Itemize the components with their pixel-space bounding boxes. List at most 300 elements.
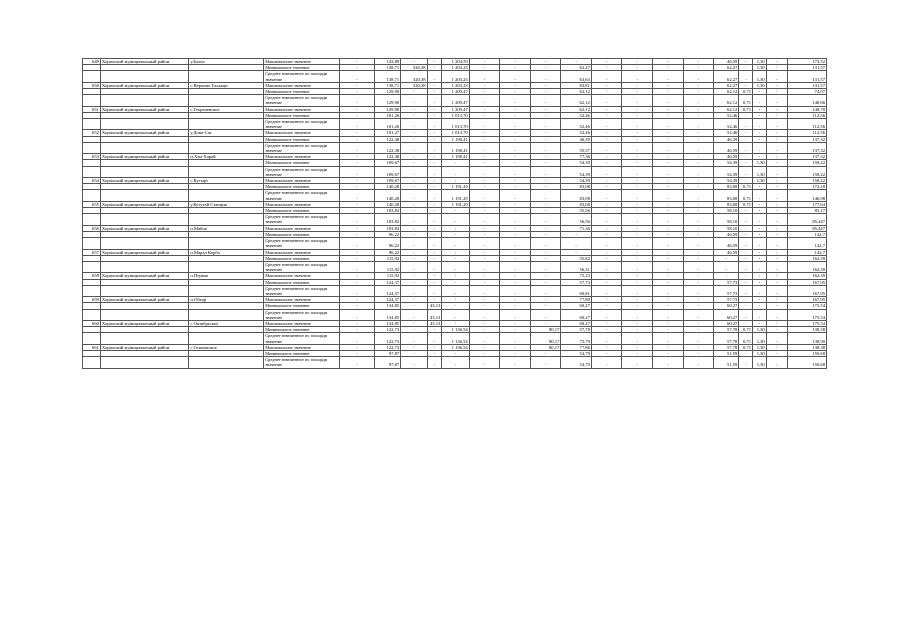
value-cell: 1 136,54 <box>442 327 469 333</box>
value-cell: 175,54 <box>787 320 826 326</box>
value-cell: - <box>340 261 375 272</box>
value-cell: - <box>739 309 753 320</box>
value-cell: - <box>683 249 714 255</box>
value-cell: - <box>766 357 787 368</box>
value-cell: - <box>401 142 427 153</box>
value-type-label: Минимальное значение <box>264 303 340 309</box>
value-cell: - <box>401 279 427 285</box>
value-cell: - <box>401 112 427 118</box>
value-cell: - <box>469 261 500 272</box>
value-cell: - <box>591 231 622 237</box>
district-name <box>100 238 189 249</box>
settlement-name: с.Кутырт <box>189 178 264 184</box>
value-cell: - <box>340 309 375 320</box>
value-cell: 51,59 <box>714 350 739 356</box>
value-cell: - <box>591 357 622 368</box>
value-cell: 54,39 <box>561 166 592 177</box>
value-cell: 60,27 <box>561 303 592 309</box>
value-cell: - <box>469 225 500 231</box>
value-cell: 57,78 <box>714 344 739 350</box>
value-cell: - <box>530 201 561 207</box>
value-cell: 162,39 <box>787 273 826 279</box>
value-cell: - <box>500 160 531 166</box>
value-cell: - <box>591 166 622 177</box>
value-cell: 62,27 <box>714 65 739 71</box>
value-cell: - <box>652 261 683 272</box>
district-name <box>100 95 189 106</box>
value-cell: - <box>442 279 469 285</box>
value-cell: - <box>714 273 739 279</box>
value-cell: - <box>442 255 469 261</box>
value-cell: 77,80 <box>561 297 592 303</box>
value-cell: - <box>469 201 500 207</box>
value-type-label: Максимальное значение <box>264 178 340 184</box>
value-cell: - <box>427 154 442 160</box>
value-cell: - <box>530 249 561 255</box>
value-cell: - <box>500 89 531 95</box>
value-cell: 142,7 <box>787 249 826 255</box>
value-cell: - <box>500 178 531 184</box>
value-cell: 138,38 <box>787 344 826 350</box>
value-cell: 62,12 <box>561 89 592 95</box>
value-type-label: Среднее взвешенное по площади значение <box>264 190 340 201</box>
value-cell: - <box>427 119 442 130</box>
value-cell: 1,30 <box>753 344 767 350</box>
value-cell: - <box>530 357 561 368</box>
settlement-name: у.Доко-Сат <box>189 130 264 136</box>
value-cell: - <box>500 71 531 82</box>
value-cell: - <box>766 71 787 82</box>
value-cell: - <box>622 190 653 201</box>
value-cell: - <box>622 333 653 344</box>
value-cell: - <box>766 333 787 344</box>
value-cell: - <box>766 261 787 272</box>
value-cell: - <box>500 154 531 160</box>
value-cell: 62,12 <box>561 95 592 106</box>
value-cell: - <box>683 279 714 285</box>
value-cell: - <box>500 297 531 303</box>
value-cell: 46,59 <box>714 231 739 237</box>
value-cell: - <box>469 320 500 326</box>
value-cell: - <box>442 208 469 214</box>
value-cell: 1 013,70 <box>442 112 469 118</box>
value-cell: - <box>714 255 739 261</box>
value-cell: - <box>739 238 753 249</box>
value-cell: - <box>753 142 767 153</box>
district-name: Хорихский муниципальный район <box>100 297 189 303</box>
value-cell: - <box>442 357 469 368</box>
value-cell: - <box>652 201 683 207</box>
value-cell: - <box>340 214 375 225</box>
value-cell: - <box>591 154 622 160</box>
value-cell: - <box>753 255 767 261</box>
value-type-label: Минимальное значение <box>264 65 340 71</box>
value-cell: - <box>652 273 683 279</box>
value-cell: 1 209,47 <box>442 95 469 106</box>
value-cell: - <box>427 136 442 142</box>
value-cell: 140,28 <box>374 184 400 190</box>
value-cell: 150,68 <box>787 350 826 356</box>
value-cell: 122,73 <box>374 327 400 333</box>
value-cell: - <box>469 136 500 142</box>
value-cell: - <box>340 225 375 231</box>
value-cell: - <box>442 166 469 177</box>
value-cell: 57,73 <box>714 279 739 285</box>
value-cell: - <box>469 238 500 249</box>
value-cell: - <box>500 142 531 153</box>
value-cell: 62,12 <box>714 89 739 95</box>
row-number <box>83 71 101 82</box>
value-cell: - <box>530 166 561 177</box>
value-cell: - <box>500 201 531 207</box>
value-cell: 75,79 <box>561 333 592 344</box>
value-cell: - <box>652 65 683 71</box>
value-cell: - <box>622 65 653 71</box>
value-cell: 62,12 <box>714 95 739 106</box>
value-type-label: Максимальное значение <box>264 154 340 160</box>
value-cell: 97,87 <box>374 350 400 356</box>
value-cell: - <box>766 89 787 95</box>
value-cell: - <box>766 142 787 153</box>
value-cell: 101,27 <box>374 130 400 136</box>
district-name: Хорихский муниципальный район <box>100 154 189 160</box>
value-cell: - <box>340 344 375 350</box>
value-cell: 96,22 <box>374 238 400 249</box>
value-cell: 60,27 <box>714 309 739 320</box>
value-cell: - <box>469 333 500 344</box>
value-cell: - <box>683 166 714 177</box>
value-cell: - <box>401 89 427 95</box>
value-cell: - <box>530 71 561 82</box>
value-type-label: Среднее взвешенное по площади значение <box>264 261 340 272</box>
value-cell: 0,71 <box>739 333 753 344</box>
value-cell: - <box>591 279 622 285</box>
value-cell: - <box>683 178 714 184</box>
row-number <box>83 333 101 344</box>
value-cell: 54,39 <box>714 160 739 166</box>
value-cell: - <box>591 225 622 231</box>
value-cell: - <box>469 255 500 261</box>
table-row <box>83 95 827 106</box>
value-cell: - <box>530 142 561 153</box>
value-cell: 148,78 <box>787 106 826 112</box>
settlement-name <box>189 309 264 320</box>
value-cell: - <box>622 350 653 356</box>
value-cell: 134,85 <box>374 303 400 309</box>
value-cell: - <box>500 184 531 190</box>
value-cell: - <box>622 201 653 207</box>
value-cell: - <box>753 208 767 214</box>
value-cell: - <box>622 297 653 303</box>
value-cell: - <box>739 225 753 231</box>
value-cell: - <box>500 119 531 130</box>
value-cell: - <box>652 297 683 303</box>
value-cell: - <box>340 279 375 285</box>
value-cell: 131,57 <box>787 82 826 88</box>
value-cell: - <box>469 303 500 309</box>
value-cell: 158,22 <box>787 166 826 177</box>
value-cell: - <box>591 178 622 184</box>
value-cell: - <box>500 249 531 255</box>
value-cell: - <box>442 261 469 272</box>
value-cell: 172,18 <box>787 184 826 190</box>
value-cell: - <box>427 130 442 136</box>
value-cell: - <box>469 71 500 82</box>
value-type-label: Среднее взвешенное по площади значение <box>264 71 340 82</box>
value-cell: - <box>530 184 561 190</box>
value-cell: - <box>427 166 442 177</box>
value-cell: - <box>500 95 531 106</box>
value-cell: - <box>469 285 500 296</box>
value-type-label: Среднее взвешенное по площади значение <box>264 285 340 296</box>
value-cell: - <box>622 255 653 261</box>
value-cell: - <box>401 350 427 356</box>
value-cell: - <box>739 71 753 82</box>
value-cell: - <box>340 154 375 160</box>
value-cell: 320,38 <box>401 82 427 88</box>
value-cell: 175,54 <box>787 309 826 320</box>
value-cell: - <box>340 59 375 65</box>
value-cell: 1 198,41 <box>442 154 469 160</box>
value-cell: - <box>766 65 787 71</box>
value-cell: - <box>591 71 622 82</box>
value-cell: - <box>739 261 753 272</box>
value-cell: - <box>340 273 375 279</box>
value-cell: - <box>469 309 500 320</box>
value-cell: 124,37 <box>374 279 400 285</box>
value-cell: - <box>683 297 714 303</box>
value-cell: 62,27 <box>561 65 592 71</box>
value-cell: - <box>622 119 653 130</box>
value-cell: - <box>340 65 375 71</box>
value-cell: - <box>500 214 531 225</box>
value-cell: - <box>530 225 561 231</box>
value-cell: - <box>766 255 787 261</box>
value-cell: 167,95 <box>787 297 826 303</box>
district-name <box>100 333 189 344</box>
value-cell: 1 191,29 <box>442 184 469 190</box>
value-cell: - <box>442 225 469 231</box>
value-cell: - <box>766 95 787 106</box>
value-cell: - <box>469 214 500 225</box>
value-cell: - <box>591 249 622 255</box>
value-cell: - <box>340 89 375 95</box>
value-cell: - <box>591 190 622 201</box>
value-cell: 1 136,54 <box>442 344 469 350</box>
value-type-label: Среднее взвешенное по площади значение <box>264 357 340 368</box>
value-cell: - <box>401 95 427 106</box>
value-cell: 177,64 <box>787 201 826 207</box>
value-cell: - <box>500 273 531 279</box>
value-cell: 1 203,23 <box>442 82 469 88</box>
value-cell: - <box>427 142 442 153</box>
value-cell: - <box>401 333 427 344</box>
value-cell: - <box>753 106 767 112</box>
value-cell: 112,56 <box>787 130 826 136</box>
value-cell: - <box>652 130 683 136</box>
value-cell: - <box>739 136 753 142</box>
table-row <box>83 142 827 153</box>
value-cell: - <box>401 59 427 65</box>
value-cell: 52,46 <box>714 119 739 130</box>
value-cell: 122,38 <box>374 136 400 142</box>
value-cell: - <box>622 238 653 249</box>
value-cell: - <box>683 303 714 309</box>
value-cell: - <box>427 327 442 333</box>
value-type-label: Максимальное значение <box>264 320 340 326</box>
value-cell: - <box>469 160 500 166</box>
value-cell: - <box>427 89 442 95</box>
value-cell: - <box>469 106 500 112</box>
value-cell: - <box>622 303 653 309</box>
value-cell: - <box>652 333 683 344</box>
settlement-name <box>189 142 264 153</box>
value-cell: 97,87 <box>374 357 400 368</box>
value-cell: 142,7 <box>787 238 826 249</box>
value-cell: - <box>766 344 787 350</box>
value-cell: - <box>753 285 767 296</box>
row-number: 650 <box>83 82 101 88</box>
value-cell: - <box>340 95 375 106</box>
value-cell: - <box>469 142 500 153</box>
value-cell: - <box>766 303 787 309</box>
value-cell: - <box>427 285 442 296</box>
value-cell: - <box>739 65 753 71</box>
value-cell: 137,32 <box>787 136 826 142</box>
value-cell: - <box>753 201 767 207</box>
value-cell: - <box>340 166 375 177</box>
value-cell: 57,78 <box>714 333 739 344</box>
value-cell: - <box>530 130 561 136</box>
value-cell: 54,79 <box>561 357 592 368</box>
value-cell: - <box>340 106 375 112</box>
settlement-name: п.Майло <box>189 225 264 231</box>
value-cell: 103,82 <box>374 208 400 214</box>
value-cell: - <box>469 350 500 356</box>
row-number <box>83 285 101 296</box>
value-cell: 77,36 <box>561 154 592 160</box>
row-number <box>83 261 101 272</box>
value-cell: - <box>652 106 683 112</box>
value-cell: 0,71 <box>739 344 753 350</box>
value-cell: - <box>683 89 714 95</box>
value-cell: 131,57 <box>787 65 826 71</box>
table-row <box>83 190 827 201</box>
value-cell: - <box>530 112 561 118</box>
value-cell: - <box>500 303 531 309</box>
value-cell: - <box>500 208 531 214</box>
value-cell: - <box>500 190 531 201</box>
value-cell: - <box>469 89 500 95</box>
value-cell: 74,07 <box>787 89 826 95</box>
value-cell: - <box>427 59 442 65</box>
value-cell: - <box>591 130 622 136</box>
value-cell: - <box>714 261 739 272</box>
table-row <box>83 285 827 296</box>
value-cell: - <box>683 112 714 118</box>
value-cell: - <box>442 285 469 296</box>
value-cell: - <box>739 214 753 225</box>
value-cell: 52,46 <box>561 130 592 136</box>
row-number: 661 <box>83 344 101 350</box>
row-number: 652 <box>83 130 101 136</box>
value-cell: - <box>622 106 653 112</box>
value-cell: - <box>469 82 500 88</box>
value-cell: - <box>340 285 375 296</box>
value-cell: - <box>340 112 375 118</box>
value-cell: - <box>469 184 500 190</box>
value-cell: - <box>622 279 653 285</box>
value-type-label: Максимальное значение <box>264 249 340 255</box>
value-cell: - <box>766 320 787 326</box>
district-name: Хорихский муниципальный район <box>100 249 189 255</box>
value-cell: - <box>561 238 592 249</box>
value-cell: - <box>652 154 683 160</box>
value-cell: 46,59 <box>714 154 739 160</box>
value-cell: 85,447 <box>787 225 826 231</box>
value-cell: 101,26 <box>374 119 400 130</box>
district-name: Хорихский муниципальный район <box>100 178 189 184</box>
value-cell: - <box>530 273 561 279</box>
value-type-label: Максимальное значение <box>264 273 340 279</box>
value-cell: - <box>401 208 427 214</box>
value-cell: 51,59 <box>714 357 739 368</box>
value-cell: - <box>683 208 714 214</box>
value-cell: - <box>591 59 622 65</box>
value-cell: - <box>401 119 427 130</box>
value-cell: - <box>739 130 753 136</box>
settlement-name: у.Кутугай Станция <box>189 201 264 207</box>
value-cell: - <box>401 357 427 368</box>
value-cell: - <box>683 59 714 65</box>
district-name: Хорихский муниципальный район <box>100 106 189 112</box>
value-cell: - <box>739 249 753 255</box>
value-cell: - <box>622 95 653 106</box>
value-cell: - <box>500 112 531 118</box>
value-cell: 1 204,59 <box>442 59 469 65</box>
value-cell: - <box>427 261 442 272</box>
value-cell: 71,36 <box>561 225 592 231</box>
value-cell: - <box>500 320 531 326</box>
value-cell: 0,71 <box>739 184 753 190</box>
table-row <box>83 333 827 344</box>
value-cell: - <box>622 130 653 136</box>
value-cell: - <box>401 320 427 326</box>
value-cell: - <box>530 95 561 106</box>
value-cell: - <box>652 59 683 65</box>
value-cell: 1,30 <box>753 71 767 82</box>
value-cell: - <box>530 82 561 88</box>
value-cell: - <box>500 166 531 177</box>
value-cell: 43,13 <box>427 320 442 326</box>
value-cell: - <box>753 214 767 225</box>
value-cell: - <box>427 231 442 237</box>
value-type-label: Среднее взвешенное по площади значение <box>264 119 340 130</box>
value-cell: 46,39 <box>561 136 592 142</box>
settlement-name: п.Первак <box>189 273 264 279</box>
value-cell: 109,67 <box>374 160 400 166</box>
value-cell: - <box>753 154 767 160</box>
value-cell: - <box>739 119 753 130</box>
value-cell: - <box>622 71 653 82</box>
value-cell: 80,17 <box>530 327 561 333</box>
value-cell: 103,83 <box>374 225 400 231</box>
district-name <box>100 357 189 368</box>
value-cell: - <box>427 333 442 344</box>
value-type-label: Среднее взвешенное по площади значение <box>264 214 340 225</box>
value-type-label: Среднее взвешенное по площади значение <box>264 142 340 153</box>
value-cell: - <box>766 238 787 249</box>
